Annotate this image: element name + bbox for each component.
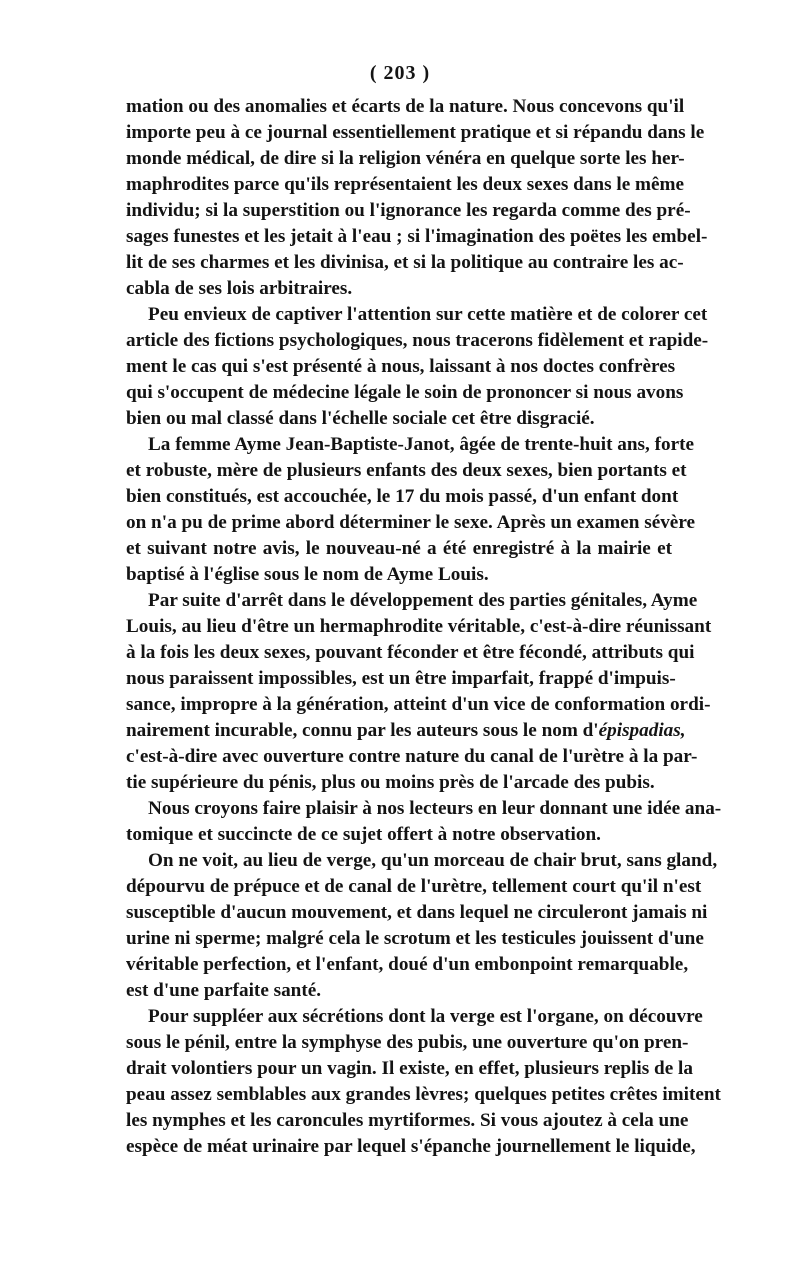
paragraph-1 [126,94,708,302]
text-line: Louis, au lieu d'être un hermaphrodite véritable, c'est-à-dire réunissant [126,616,712,637]
text-line-with-term [126,718,686,744]
text-line: Peu envieux de captiver l'attention sur cette matière et de colorer cet [148,304,708,325]
text-line: à la fois les deux sexes, pouvant féconder et être fécondé, attributs qui [126,642,695,663]
paragraph-2 [126,302,709,432]
text-line: Nous croyons faire plaisir à nos lecteurs en leur donnant une idée ana- [148,798,722,819]
text-line: espèce de méat urinaire par lequel s'épanche journellement le liquide, [126,1136,696,1157]
text-line: qui s'occupent de médecine légale le soin de prononcer si nous avons [126,382,684,403]
text-line: on n'a pu de prime abord déterminer le sexe. Après un examen sévère [126,512,696,533]
text-line: Pour suppléer aux sécrétions dont la verge est l'organe, on découvre [148,1006,703,1027]
text-line: les nymphes et les caroncules myrtiformes. Si vous ajoutez à cela une [126,1110,689,1131]
text-line: mation ou des anomalies et écarts de la nature. Nous concevons qu'il [126,96,685,117]
italic-term: épispadias, [598,720,686,741]
text-line: On ne voit, au lieu de verge, qu'un morceau de chair brut, sans gland, [148,850,718,871]
text-line: urine ni sperme; malgré cela le scrotum et les testicules jouissent d'une [126,928,704,949]
text-line: dépourvu de prépuce et de canal de l'urètre, tellement court qu'il n'est [126,876,702,897]
text-line: nous paraissent impossibles, est un être imparfait, frappé d'impuis- [126,668,676,689]
text-line: tomique et succincte de ce sujet offert à notre observation. [126,824,601,845]
text-line: bien constitués, est accouchée, le 17 du mois passé, d'un enfant dont [126,486,679,507]
text-line: véritable perfection, et l'enfant, doué d'un embonpoint remarquable, [126,954,689,975]
text-line: peau assez semblables aux grandes lèvres; quelques petites crêtes imitent [126,1084,721,1105]
paragraph-7 [126,1004,721,1160]
paragraph-3 [126,432,696,588]
text-line: est d'une parfaite santé. [126,980,322,1001]
body-text [126,94,722,1160]
text-line: article des fictions psychologiques, nous tracerons fidèlement et rapide- [126,330,709,351]
text-line: lit de ses charmes et les divinisa, et si la politique au contraire les ac- [126,252,684,273]
text-line: sous le pénil, entre la symphyse des pubis, une ouverture qu'on pren- [126,1032,689,1053]
text-line: et robuste, mère de plusieurs enfants des deux sexes, bien portants et [126,460,687,481]
text-line-prefix: nairement incurable, connu par les auteurs sous le nom d' [126,720,599,741]
text-line: cabla de ses lois arbitraires. [126,278,353,299]
text-line: drait volontiers pour un vagin. Il existe, en effet, plusieurs replis de la [126,1058,693,1079]
page-number: ( 203 ) [369,62,431,84]
text-line: baptisé à l'église sous le nom de Ayme Louis. [126,564,489,585]
paragraph-5 [126,796,722,848]
text-line: monde médical, de dire si la religion vénéra en quelque sorte les her- [126,148,685,169]
text-line: Par suite d'arrêt dans le développement des parties génitales, Ayme [148,590,698,611]
text-line: La femme Ayme Jean-Baptiste-Janot, âgée de trente-huit ans, forte [148,434,695,455]
text-line: c'est-à-dire avec ouverture contre nature du canal de l'urètre à la par- [126,746,698,767]
text-line: individu; si la superstition ou l'ignorance les regarda comme des pré- [126,200,691,221]
text-line: et suivant notre avis, le nouveau-né a été enregistré à la mairie et [126,538,672,559]
text-line: maphrodites parce qu'ils représentaient les deux sexes dans le même [126,174,685,195]
text-line: importe peu à ce journal essentiellement pratique et si répandu dans le [126,122,705,143]
text-line: sages funestes et les jetait à l'eau ; si l'imagination des poëtes les embel- [126,226,708,247]
text-line: ment le cas qui s'est présenté à nous, laissant à nos doctes confrères [126,356,676,377]
text-line: tie supérieure du pénis, plus ou moins près de l'arcade des pubis. [126,772,655,793]
text-line: bien ou mal classé dans l'échelle sociale cet être disgracié. [126,408,595,429]
text-line: susceptible d'aucun mouvement, et dans lequel ne circuleront jamais ni [126,902,708,923]
text-line: sance, impropre à la génération, atteint d'un vice de conformation ordi- [126,694,711,715]
paragraph-4 [126,588,712,796]
paragraph-6 [126,848,718,1004]
